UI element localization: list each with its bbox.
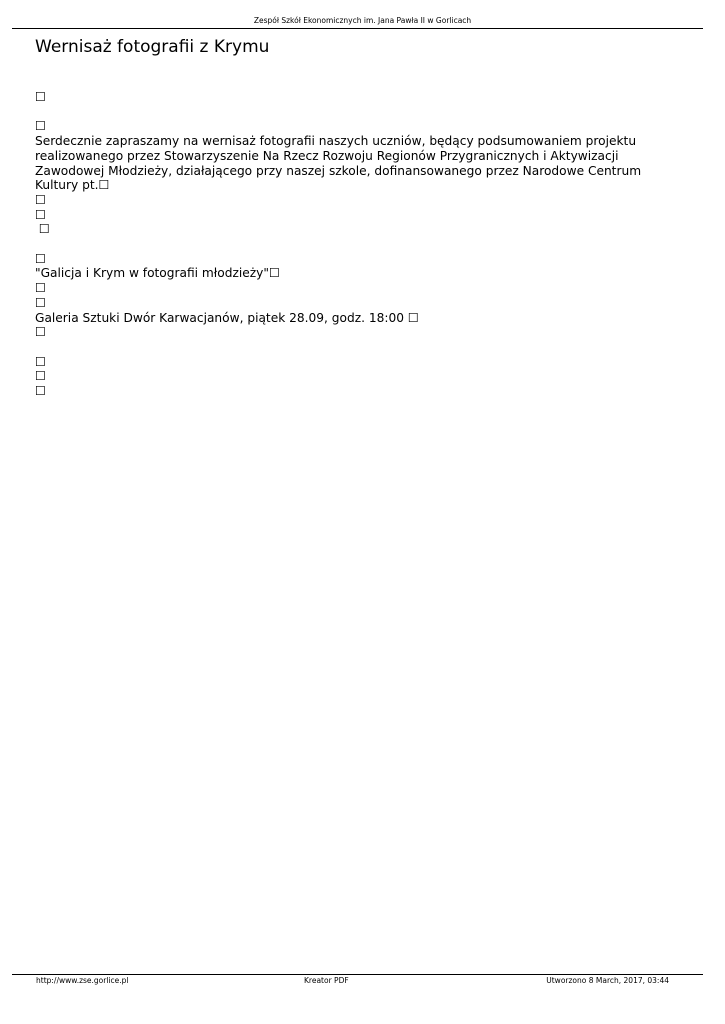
body-blank-line: [35, 105, 665, 120]
body-blank-line: [35, 340, 665, 355]
page-header: Zespół Szkół Ekonomicznych im. Jana Pawła II w Gorlicach: [253, 16, 472, 25]
footer-divider: [12, 974, 703, 975]
body-line: ☐: [35, 90, 46, 104]
header-divider: [12, 28, 703, 29]
body-line: ☐: [35, 207, 46, 222]
event-venue-date: Galeria Sztuki Dwór Karwacjanów, piątek 28.09, godz. 18:00 ☐: [35, 310, 419, 325]
invitation-paragraph: Serdecznie zapraszamy na wernisaż fotografii naszych uczniów, będący podsumowaniem projektu realizowanego przez Stowarzyszenie Na Rzecz Rozwoju Regionów Przygranicznych i Aktywizacji Zawodowej Młodzieży, działającego przy naszej szkole, dofinansowanego przez Narodowe Centrum Kultury pt.☐: [35, 134, 645, 193]
body-line: ☐: [35, 369, 46, 384]
body-line: ☐: [35, 119, 46, 134]
body-line: ☐: [35, 325, 46, 340]
article-body: [35, 90, 665, 399]
body-line: ☐: [35, 222, 50, 237]
exhibition-title: "Galicja i Krym w fotografii młodzieży"☐: [35, 266, 280, 281]
footer-created-date: Utworzono 8 March, 2017, 03:44: [546, 976, 669, 985]
body-line: ☐: [35, 354, 46, 369]
footer-url: http://www.zse.gorlice.pl: [36, 976, 129, 985]
body-line: ☐: [35, 295, 46, 310]
body-line: ☐: [35, 192, 46, 207]
body-line: ☐: [35, 251, 46, 266]
footer-generator: Kreator PDF: [304, 976, 349, 985]
body-line: ☐: [35, 281, 46, 296]
body-line: ☐: [35, 384, 46, 399]
article-title: Wernisaż fotografii z Krymu: [35, 37, 270, 57]
body-blank-line: [35, 237, 665, 252]
